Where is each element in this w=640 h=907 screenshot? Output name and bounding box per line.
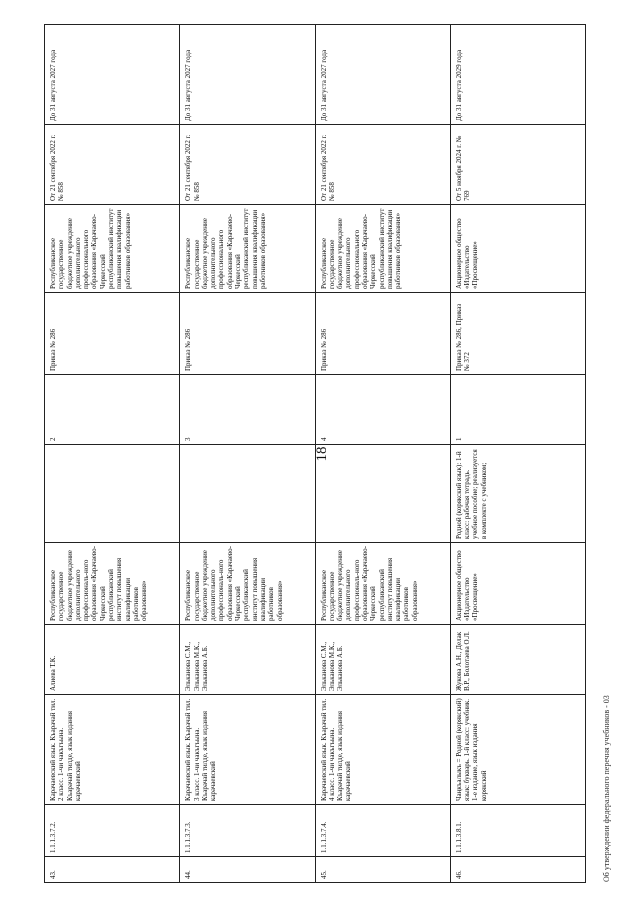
textbook-code: 1.1.1.3.7.3. xyxy=(180,805,314,857)
publisher: Республиканское государственное бюджетное учреждение дополнительного профессиональ-ного образования «Карачаево-Черкесский республиканский институт повышения квалификации работников образования» xyxy=(45,543,179,625)
authors: Эльканова С.М., Эльканова М.К., Эльканова А.Б. xyxy=(316,625,450,695)
authors: Жукова А.Н., Делак В.Р., Болотаева О.Л. xyxy=(451,625,585,695)
textbook-table xyxy=(44,24,586,883)
row-number: 45. xyxy=(319,870,328,879)
row-number: 44. xyxy=(184,870,193,879)
position-number: 1 xyxy=(451,375,585,445)
order-reference: Приказ № 286 xyxy=(180,293,314,375)
organization: Акционерное общество «Издательство «Просвещение» xyxy=(451,205,585,293)
position-number: 2 xyxy=(45,375,179,445)
authors: Алиева Т.К. xyxy=(45,625,179,695)
table-row xyxy=(315,25,450,882)
supplementary-material xyxy=(316,445,450,543)
organization: Республиканское государственное бюджетное учреждение дополнительного профессионального образования «Карачаево-Черкесский республиканский институт повышения квалификации работников образования» xyxy=(180,205,314,293)
authors: Эльканова С.М., Эльканова М.К., Эльканова А.Б. xyxy=(180,625,314,695)
organization: Республиканское государственное бюджетное учреждение дополнительного профессионального образования «Карачаево-Черкесский республиканский институт повышения квалификации работников образования» xyxy=(45,205,179,293)
inclusion-date: От 21 сентября 2022 г. № 858 xyxy=(180,125,314,205)
table-row xyxy=(179,25,314,882)
publisher: Республиканское государственное бюджетное учреждение дополнительного профессиональ-ного образования «Карачаево-Черкесский республиканский институт повышения квалификации работников образования» xyxy=(316,543,450,625)
row-number: 46. xyxy=(454,870,463,879)
textbook-title: Карачаевский язык. Къарачай тил. 4 класс. 1-чи чакъгъына. Къарачай тилде, язык издания карачаевский xyxy=(316,695,450,805)
row-number: 43. xyxy=(49,870,57,879)
validity-period: До 31 августа 2027 года xyxy=(316,25,450,125)
textbook-title: Карачаевский язык. Къарачай тил. 3 класс. 1-чи чакъгъына. Къарачай тилде, язык издания карачаевский xyxy=(180,695,314,805)
supplementary-material xyxy=(180,445,314,543)
order-reference: Приказ № 286 xyxy=(45,293,179,375)
textbook-title: Карачаевский язык. Къарачай тил. 2 класс. 1-чи чакъгъына. Къарачай тилде, язык издания карачаевский xyxy=(45,695,179,805)
validity-period: До 31 августа 2027 года xyxy=(180,25,314,125)
textbook-code: 1.1.1.3.8.1. xyxy=(451,805,585,857)
textbook-code: 1.1.1.3.7.4. xyxy=(316,805,450,857)
supplementary-material xyxy=(45,445,179,543)
supplementary-material: Родной (корякский язык): 1-й класс: рабочая тетрадь. учебное пособие; реализуется в комплекте с учебником; xyxy=(451,445,585,543)
page-number: 18 xyxy=(314,446,330,462)
table-row xyxy=(45,25,179,882)
order-reference: Приказ № 286, Приказ № 372 xyxy=(451,293,585,375)
document-footer: Об утверждении федерального перечня учебников - 03 xyxy=(602,695,611,882)
position-number: 4 xyxy=(316,375,450,445)
validity-period: До 31 августа 2027 года xyxy=(45,25,179,125)
position-number: 3 xyxy=(180,375,314,445)
textbook-title: Чаңкъалыкъ = Родной (корякский) язык: букварь. 1-й класс: учебник. 1-е издание, язык издания корякский xyxy=(451,695,585,805)
order-reference: Приказ № 286 xyxy=(316,293,450,375)
inclusion-date: От 21 сентября 2022 г. № 858 xyxy=(45,125,179,205)
inclusion-date: От 5 ноября 2024 г. № 769 xyxy=(451,125,585,205)
validity-period: До 31 августа 2029 года xyxy=(451,25,585,125)
table-row xyxy=(450,25,585,882)
textbook-code: 1.1.1.3.7.2. xyxy=(45,805,179,857)
organization: Республиканское государственное бюджетное учреждение дополнительного профессионального образования «Карачаево-Черкесский республиканский институт повышения квалификации работников образования» xyxy=(316,205,450,293)
publisher: Республиканское государственное бюджетное учреждение дополнительного профессиональ-ного образования «Карачаево-Черкесский республиканский институт повышения квалификации работников образования» xyxy=(180,543,314,625)
publisher: Акционерное общество «Издательство «Просвещение» xyxy=(451,543,585,625)
inclusion-date: От 21 сентября 2022 г. № 858 xyxy=(316,125,450,205)
